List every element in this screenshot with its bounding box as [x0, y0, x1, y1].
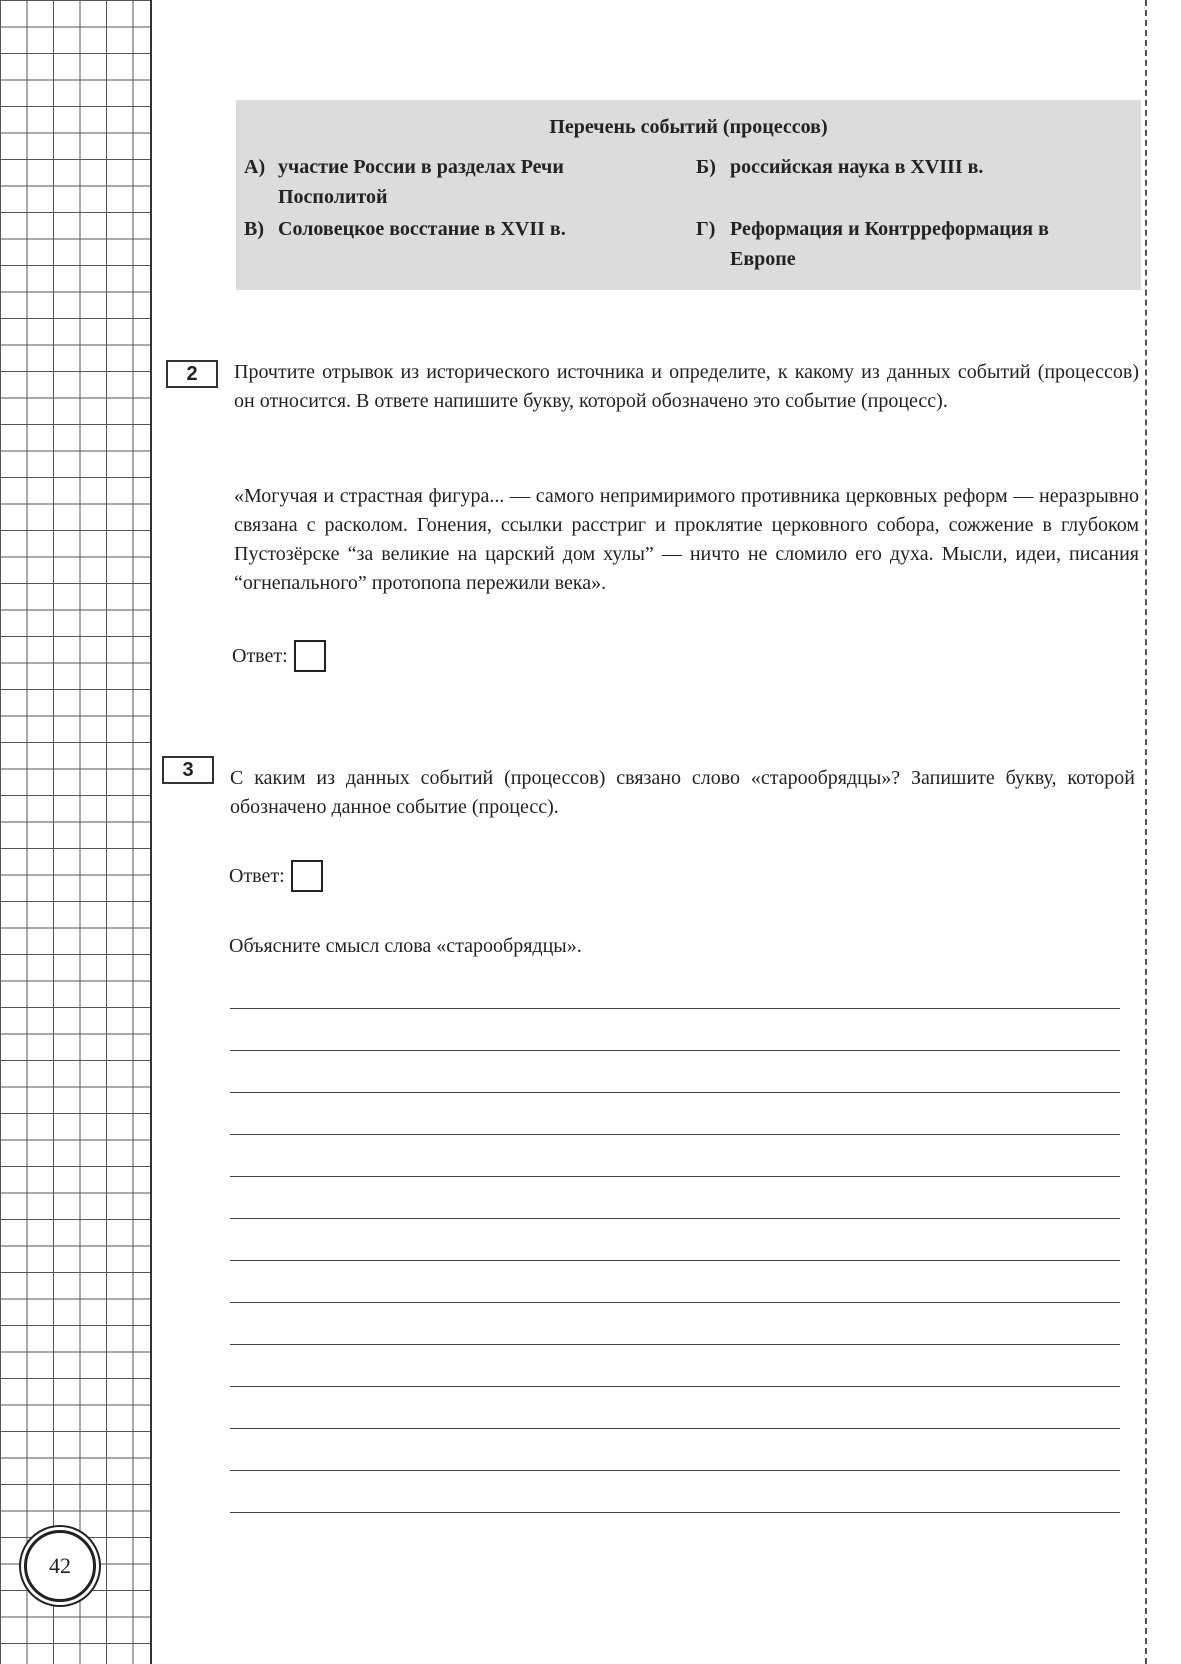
- answer-line[interactable]: [230, 1386, 1120, 1387]
- answer-line[interactable]: [230, 1218, 1120, 1219]
- answer-line[interactable]: [230, 1176, 1120, 1177]
- task3-question: С каким из данных событий (процессов) связано слово «старообрядцы»? Запишите букву, которой обозначено данное событие (процесс).: [230, 767, 1135, 818]
- answer-line[interactable]: [230, 1428, 1120, 1429]
- event-letter: Б): [696, 156, 716, 178]
- event-item-b: [696, 152, 1126, 182]
- event-text: российская наука в XVIII в.: [730, 156, 984, 178]
- event-text: участие России в разделах Речи Посполитой: [278, 156, 564, 208]
- task2-instruction: Прочтите отрывок из исторического источника и определите, к какому из данных событий (процессов) он относится. В ответе напишите букву, которой обозначено это событие (процесс).: [234, 361, 1139, 412]
- task3-explain-prompt: Объясните смысл слова «старообрядцы».: [229, 935, 582, 957]
- answer-line[interactable]: [230, 1050, 1120, 1051]
- answer-line[interactable]: [230, 1512, 1120, 1513]
- events-list-box: [236, 100, 1141, 290]
- event-text: Реформация и Контрреформация в Европе: [730, 218, 1049, 270]
- answer-line[interactable]: [230, 1470, 1120, 1471]
- answer-line[interactable]: [230, 1092, 1120, 1093]
- task-number-2: 2: [166, 360, 218, 388]
- cut-line: [1145, 0, 1147, 1664]
- event-letter: А): [244, 156, 266, 178]
- page-number: 42: [24, 1530, 96, 1602]
- answer-line[interactable]: [230, 1134, 1120, 1135]
- answer-box[interactable]: [291, 860, 323, 892]
- task2-answer: [232, 640, 326, 672]
- task-number-3: 3: [162, 756, 214, 784]
- event-item-v: [244, 214, 684, 244]
- task2-quote: «Могучая и страстная фигура... — самого непримиримого противника церковных реформ — неразрывно связана с расколом. Гонения, ссылки расстриг и проклятие церковного собора, сожжение в глубоком Пустозёрске “за великие на царский дом хулы” — ничто не сломило его духа. Мысли, идеи, писания “огнепального” протопопа пережили века».: [234, 485, 1139, 594]
- answer-line[interactable]: [230, 1008, 1120, 1009]
- event-item-a: [244, 152, 644, 212]
- task3-answer: [229, 860, 323, 892]
- answer-line[interactable]: [230, 1344, 1120, 1345]
- answer-line[interactable]: [230, 1260, 1120, 1261]
- event-letter: Г): [696, 218, 716, 240]
- answer-label: Ответ:: [229, 865, 285, 887]
- event-text: Соловецкое восстание в XVII в.: [278, 218, 566, 240]
- events-list-title: Перечень событий (процессов): [549, 116, 828, 138]
- event-letter: В): [244, 218, 264, 240]
- answer-box[interactable]: [294, 640, 326, 672]
- grid-margin: [0, 0, 152, 1664]
- event-item-g: [696, 214, 1116, 274]
- answer-label: Ответ:: [232, 645, 288, 667]
- answer-line[interactable]: [230, 1302, 1120, 1303]
